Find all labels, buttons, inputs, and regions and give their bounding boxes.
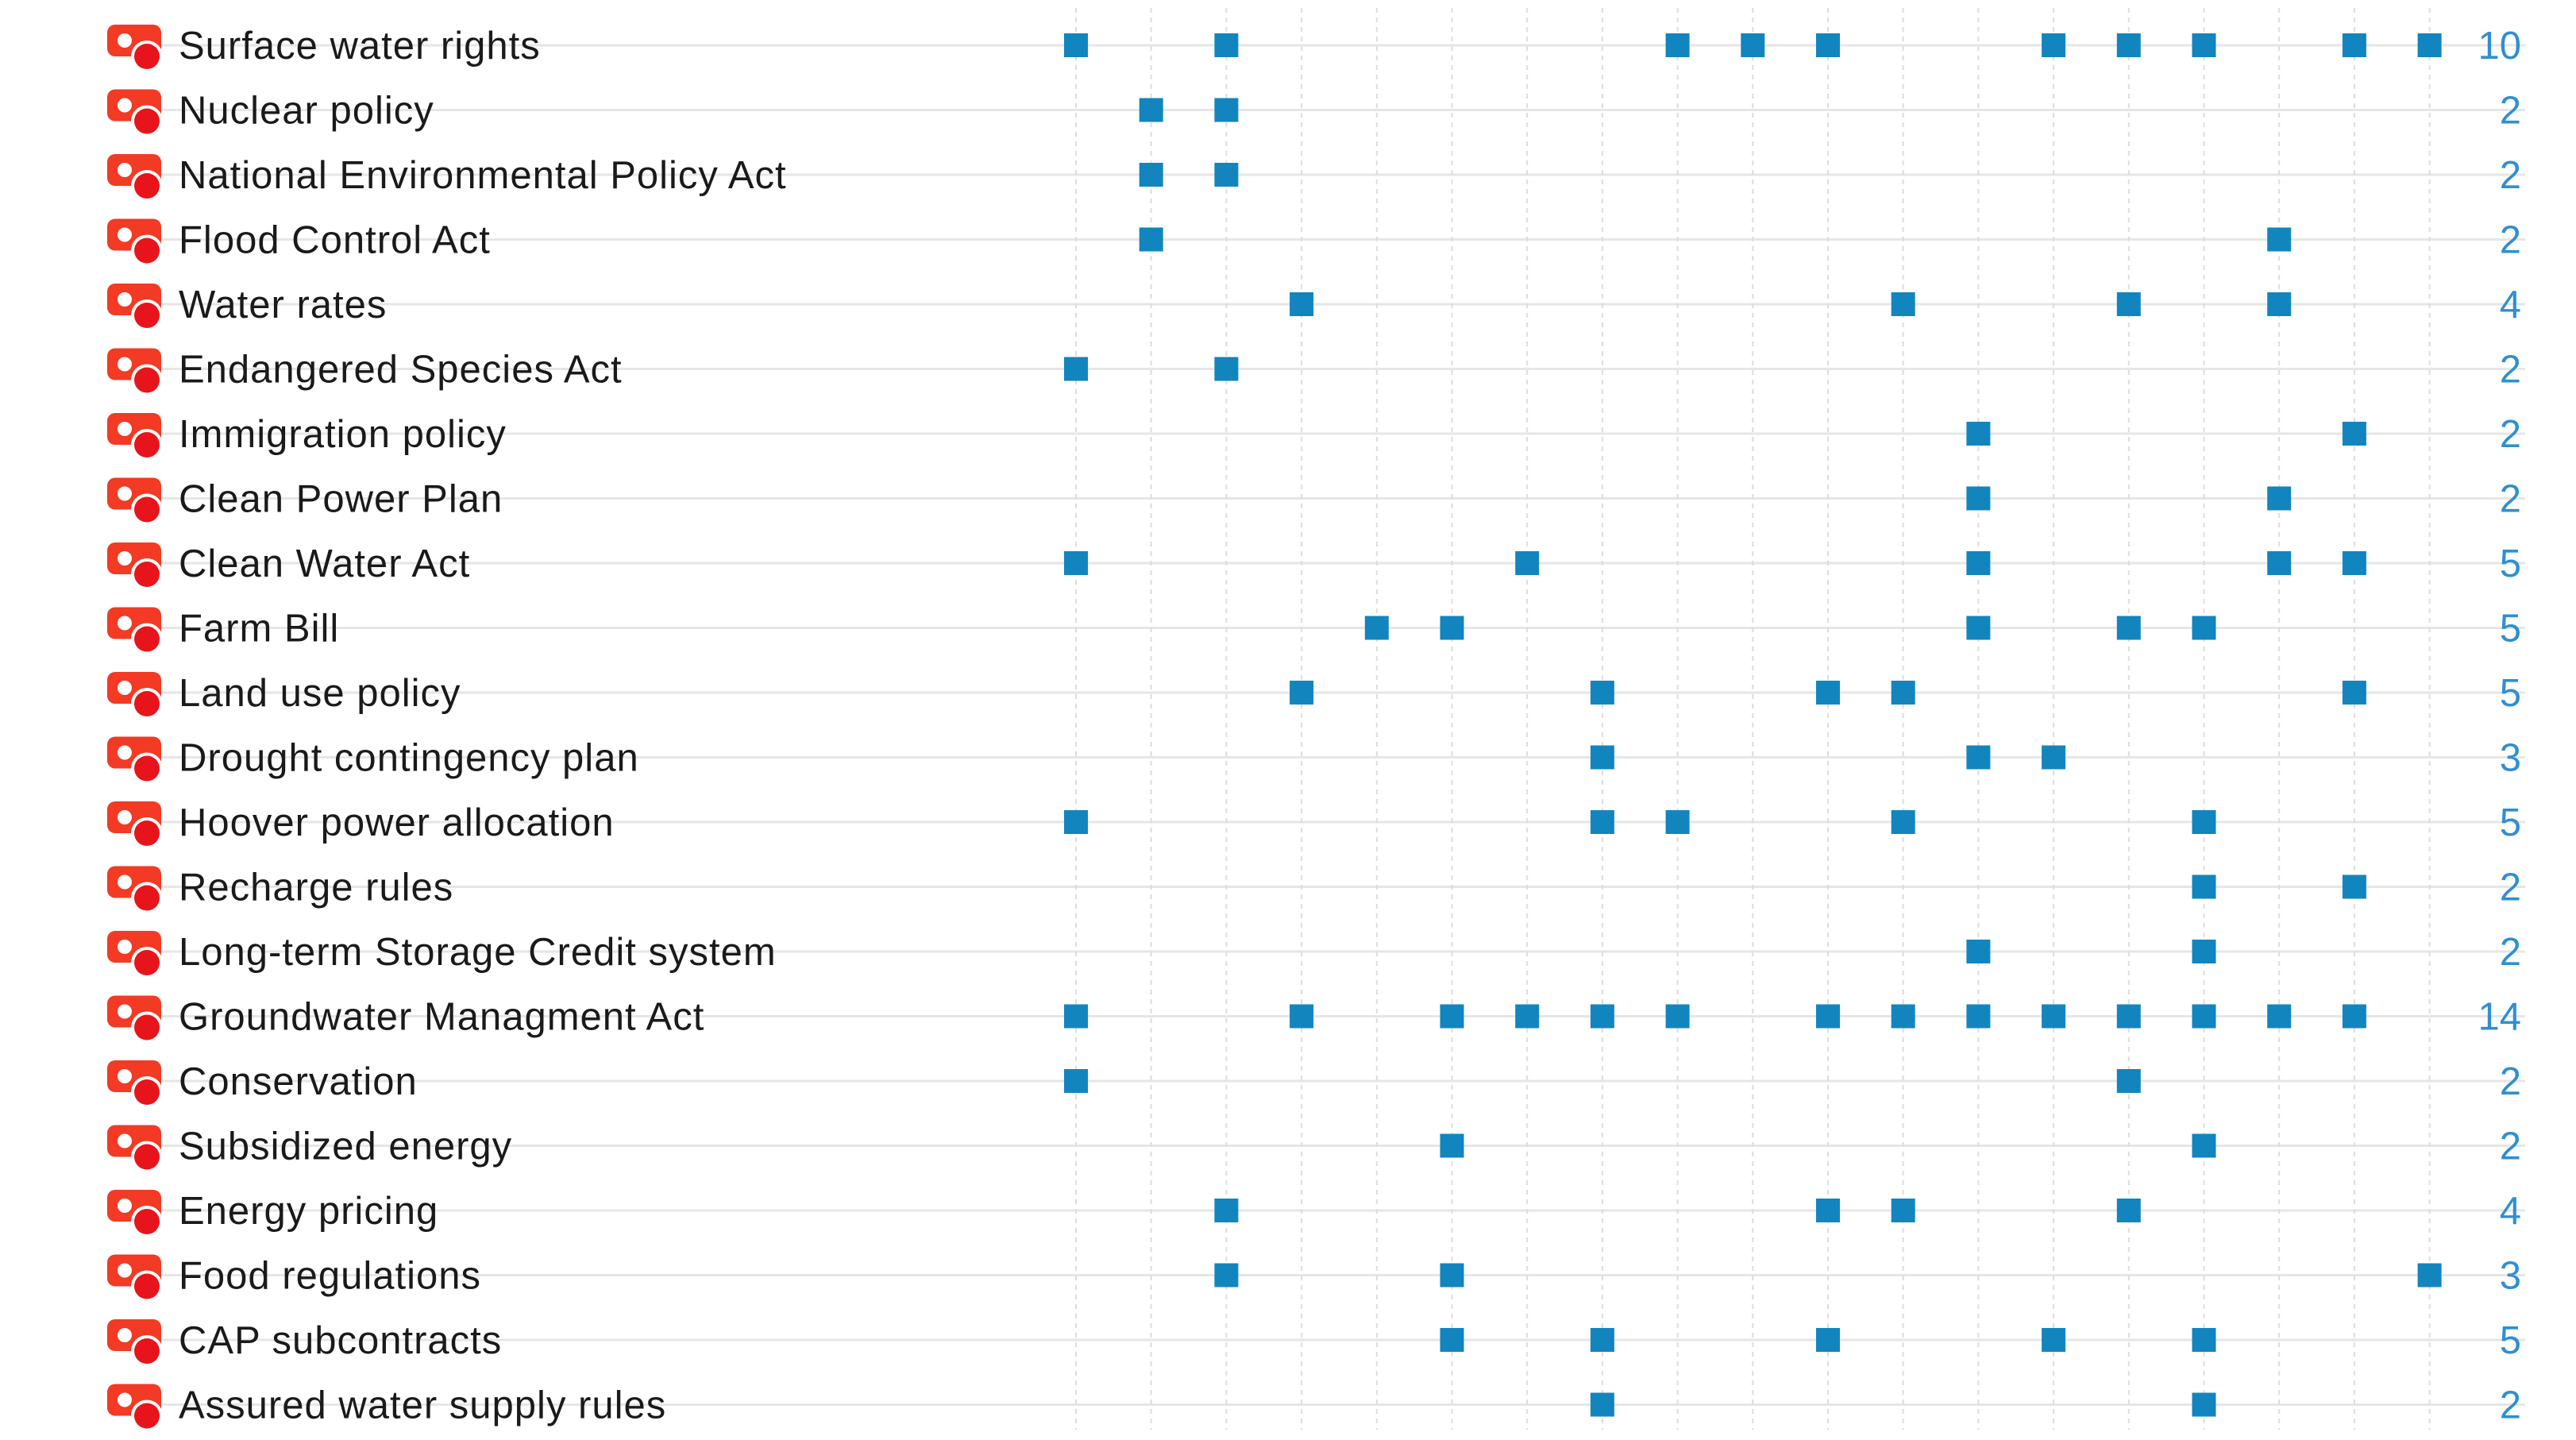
matrix-mark <box>2117 33 2141 57</box>
record-icon[interactable] <box>107 672 163 720</box>
row-label: Water rates <box>179 284 388 326</box>
matrix-mark <box>1816 33 1840 57</box>
row-count: 5 <box>2499 801 2521 844</box>
row-label: Groundwater Managment Act <box>179 995 705 1039</box>
row-count: 4 <box>2499 1190 2521 1233</box>
matrix-mark <box>2192 616 2216 640</box>
matrix-mark <box>1214 163 1238 187</box>
matrix-mark <box>2192 33 2216 57</box>
matrix-mark <box>1816 681 1840 705</box>
matrix-mark <box>1892 810 1915 834</box>
matrix-mark <box>2192 1393 2216 1417</box>
matrix-row <box>107 737 2521 785</box>
matrix-mark <box>2267 487 2291 511</box>
record-icon[interactable] <box>107 1319 163 1367</box>
matrix-mark <box>1214 1264 1238 1288</box>
matrix-mark <box>2117 616 2141 640</box>
record-icon[interactable] <box>107 867 163 914</box>
matrix-row <box>107 931 2521 979</box>
matrix-mark <box>1140 228 1163 252</box>
record-icon[interactable] <box>107 284 163 331</box>
matrix-row <box>107 542 2521 590</box>
row-label: Nuclear policy <box>179 89 434 133</box>
record-icon[interactable] <box>107 219 163 267</box>
record-icon[interactable] <box>107 801 163 849</box>
row-label: Flood Control Act <box>179 218 491 262</box>
matrix-row <box>107 1384 2521 1432</box>
row-count: 5 <box>2499 1319 2521 1362</box>
row-count: 10 <box>2478 25 2521 68</box>
matrix-row <box>107 867 2521 914</box>
matrix-row <box>107 349 2521 396</box>
matrix-mark <box>2267 228 2291 252</box>
matrix-row <box>107 996 2521 1044</box>
row-count: 2 <box>2499 218 2521 262</box>
matrix-mark <box>1966 1005 1990 1029</box>
matrix-mark <box>1591 1393 1614 1417</box>
matrix-mark <box>2267 292 2291 316</box>
matrix-mark <box>1290 681 1313 705</box>
matrix-mark <box>1591 746 1614 770</box>
matrix-mark <box>1064 357 1088 381</box>
matrix-row <box>107 284 2521 331</box>
row-label: Land use policy <box>179 672 461 715</box>
matrix-row <box>107 1125 2521 1173</box>
rows-layer <box>107 25 2521 1432</box>
matrix-mark <box>1892 292 1915 316</box>
matrix-mark <box>2117 1069 2141 1093</box>
matrix-mark <box>2192 1328 2216 1352</box>
record-icon[interactable] <box>107 413 163 461</box>
row-count: 2 <box>2499 89 2521 133</box>
matrix-mark <box>1591 681 1614 705</box>
matrix-mark <box>1290 1005 1313 1029</box>
matrix-mark <box>1591 810 1614 834</box>
row-count: 2 <box>2499 413 2521 456</box>
record-icon[interactable] <box>107 478 163 526</box>
row-count: 2 <box>2499 348 2521 392</box>
matrix-mark <box>2343 875 2366 899</box>
row-label: Conservation <box>179 1060 418 1103</box>
matrix-row <box>107 608 2521 655</box>
row-count: 2 <box>2499 1125 2521 1168</box>
matrix-row <box>107 801 2521 849</box>
record-icon[interactable] <box>107 154 163 202</box>
row-count: 4 <box>2499 284 2521 326</box>
matrix-mark <box>1816 1199 1840 1222</box>
matrix-mark <box>1064 810 1088 834</box>
matrix-mark <box>1966 551 1990 575</box>
row-count: 3 <box>2499 736 2521 780</box>
row-label: Recharge rules <box>179 866 454 909</box>
matrix-mark <box>1966 616 1990 640</box>
row-count: 2 <box>2499 477 2521 521</box>
matrix-row <box>107 478 2521 526</box>
matrix-mark <box>2117 1005 2141 1029</box>
matrix-mark <box>2418 1264 2442 1288</box>
row-count: 2 <box>2499 1060 2521 1103</box>
record-icon[interactable] <box>107 931 163 979</box>
row-label: CAP subcontracts <box>179 1319 503 1362</box>
matrix-mark <box>2192 1005 2216 1029</box>
matrix-mark <box>1816 1005 1840 1029</box>
record-icon[interactable] <box>107 1060 163 1108</box>
row-count: 5 <box>2499 672 2521 715</box>
row-label: Endangered Species Act <box>179 348 623 392</box>
matrix-mark <box>2192 1134 2216 1158</box>
matrix-mark <box>1591 1328 1614 1352</box>
matrix-mark <box>1440 1134 1464 1158</box>
matrix-mark <box>1440 1328 1464 1352</box>
matrix-mark <box>1064 1069 1088 1093</box>
record-icon[interactable] <box>107 349 163 396</box>
row-label: Clean Water Act <box>179 542 471 585</box>
matrix-mark <box>2343 422 2366 446</box>
row-label: Assured water supply rules <box>179 1384 667 1427</box>
matrix-mark <box>1966 487 1990 511</box>
matrix-mark <box>1666 810 1690 834</box>
record-icon[interactable] <box>107 1125 163 1173</box>
matrix-mark <box>1140 98 1163 122</box>
matrix-mark <box>2117 292 2141 316</box>
record-icon[interactable] <box>107 996 163 1044</box>
row-label: National Environmental Policy Act <box>179 154 787 197</box>
matrix-mark <box>1290 292 1313 316</box>
matrix-row <box>107 1255 2521 1303</box>
matrix-mark <box>1440 616 1464 640</box>
row-label: Immigration policy <box>179 413 507 456</box>
matrix-row <box>107 413 2521 461</box>
matrix-mark <box>2042 746 2065 770</box>
matrix-mark <box>1214 1199 1238 1222</box>
record-icon[interactable] <box>107 1190 163 1237</box>
matrix-mark <box>1440 1005 1464 1029</box>
row-count: 2 <box>2499 931 2521 974</box>
matrix-row <box>107 1319 2521 1367</box>
matrix-mark <box>1214 357 1238 381</box>
record-icon[interactable] <box>107 25 163 72</box>
matrix-row <box>107 1190 2521 1237</box>
matrix-mark <box>1741 33 1764 57</box>
matrix-mark <box>1666 1005 1690 1029</box>
row-label: Hoover power allocation <box>179 801 615 844</box>
row-label: Food regulations <box>179 1254 482 1298</box>
row-count: 2 <box>2499 1384 2521 1427</box>
row-count: 5 <box>2499 542 2521 585</box>
matrix-row <box>107 154 2521 202</box>
matrix-mark <box>1140 163 1163 187</box>
matrix-mark <box>1064 1005 1088 1029</box>
matrix-mark <box>2042 1328 2065 1352</box>
record-icon[interactable] <box>107 90 163 137</box>
matrix-mark <box>2192 810 2216 834</box>
row-count: 3 <box>2499 1254 2521 1298</box>
matrix-mark <box>2042 1005 2065 1029</box>
matrix-mark <box>1064 33 1088 57</box>
record-icon[interactable] <box>107 737 163 785</box>
matrix-row <box>107 219 2521 267</box>
matrix-row <box>107 1060 2521 1108</box>
matrix-mark <box>1892 681 1915 705</box>
row-count: 14 <box>2478 995 2521 1039</box>
matrix-mark <box>2192 940 2216 963</box>
row-count: 2 <box>2499 866 2521 909</box>
grid-layer <box>159 8 2525 1430</box>
record-icon[interactable] <box>107 608 163 655</box>
matrix-mark <box>2192 875 2216 899</box>
record-icon[interactable] <box>107 1255 163 1303</box>
matrix-mark <box>1966 422 1990 446</box>
matrix-mark <box>2267 551 2291 575</box>
matrix-mark <box>2343 681 2366 705</box>
row-label: Farm Bill <box>179 607 340 651</box>
matrix-mark <box>1966 940 1990 963</box>
record-icon[interactable] <box>107 542 163 590</box>
matrix-mark <box>1591 1005 1614 1029</box>
matrix-row <box>107 25 2521 72</box>
matrix-mark <box>2267 1005 2291 1029</box>
matrix-mark <box>1966 746 1990 770</box>
matrix-mark <box>1064 551 1088 575</box>
row-label: Drought contingency plan <box>179 736 639 780</box>
row-count: 2 <box>2499 154 2521 197</box>
row-label: Subsidized energy <box>179 1125 513 1168</box>
matrix-mark <box>1892 1199 1915 1222</box>
matrix-mark <box>1365 616 1389 640</box>
matrix-mark <box>1440 1264 1464 1288</box>
matrix-mark <box>1515 551 1539 575</box>
matrix-mark <box>2418 33 2442 57</box>
matrix-row <box>107 90 2521 137</box>
row-label: Energy pricing <box>179 1190 439 1233</box>
matrix-mark <box>2042 33 2065 57</box>
row-label: Surface water rights <box>179 25 541 68</box>
record-icon[interactable] <box>107 1384 163 1432</box>
matrix-mark <box>1816 1328 1840 1352</box>
row-count: 5 <box>2499 607 2521 651</box>
row-label: Clean Power Plan <box>179 477 503 521</box>
matrix-mark <box>1214 98 1238 122</box>
matrix-mark <box>1666 33 1690 57</box>
matrix-mark <box>1515 1005 1539 1029</box>
matrix-mark <box>2343 551 2366 575</box>
matrix-mark <box>2343 1005 2366 1029</box>
row-label: Long-term Storage Credit system <box>179 931 777 974</box>
matrix-mark <box>2117 1199 2141 1222</box>
matrix-row <box>107 672 2521 720</box>
matrix-mark <box>2343 33 2366 57</box>
matrix-mark <box>1214 33 1238 57</box>
matrix-mark <box>1892 1005 1915 1029</box>
